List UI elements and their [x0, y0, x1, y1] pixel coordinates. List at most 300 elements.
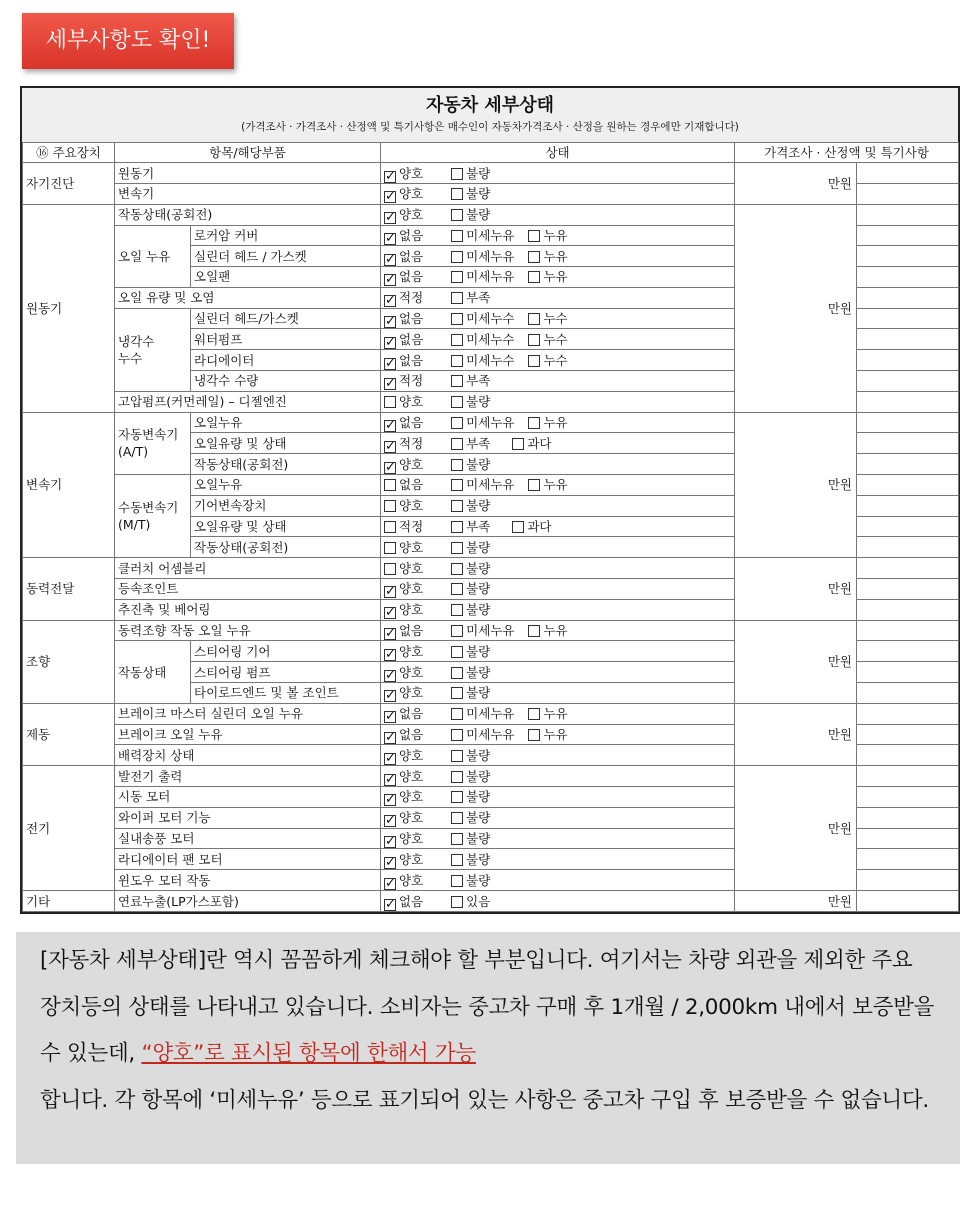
checked-checkbox[interactable]: ✓	[385, 459, 396, 475]
unchecked-checkbox[interactable]	[528, 729, 540, 741]
option-label: 불량	[466, 186, 491, 202]
checked-checkbox[interactable]: ✓	[385, 730, 396, 745]
option-label: 미세누유	[466, 623, 515, 639]
option-label: 부족	[466, 435, 491, 451]
status-option	[384, 351, 423, 370]
option-label: 과다	[527, 435, 552, 451]
unchecked-checkbox[interactable]	[384, 521, 396, 533]
remark-cell[interactable]	[857, 599, 959, 620]
option-label: 불량	[466, 498, 491, 514]
item-name: 윈도우 모터 작동	[115, 870, 381, 891]
remark-cell[interactable]	[857, 267, 959, 288]
unchecked-checkbox[interactable]	[512, 438, 524, 450]
section-name: 기타	[23, 891, 115, 912]
status-option	[451, 600, 490, 619]
checked-checkbox[interactable]: ✓	[385, 896, 396, 912]
checked-checkbox[interactable]: ✓	[385, 293, 396, 309]
unchecked-checkbox[interactable]	[451, 563, 463, 575]
item-name: 클러치 어셈블리	[115, 558, 381, 579]
unchecked-checkbox[interactable]	[451, 583, 463, 595]
status-option	[451, 808, 490, 827]
status-option	[528, 330, 567, 349]
remark-cell[interactable]	[857, 412, 959, 433]
status-option	[384, 184, 423, 203]
status-option	[384, 642, 423, 661]
status-options	[381, 475, 735, 496]
unchecked-checkbox[interactable]	[451, 209, 463, 221]
status-option	[384, 704, 423, 723]
option-label: 불량	[466, 768, 491, 784]
checked-checkbox[interactable]: ✓	[385, 792, 396, 808]
option-label: 불량	[466, 207, 491, 223]
status-options	[381, 558, 735, 579]
sheet-header	[22, 88, 958, 143]
remark-cell[interactable]	[857, 516, 959, 537]
checked-checkbox[interactable]: ✓	[385, 334, 396, 350]
unchecked-checkbox[interactable]	[528, 313, 540, 325]
option-label: 누수	[543, 311, 568, 327]
checked-checkbox[interactable]: ✓	[385, 418, 396, 433]
item-name: 실내송풍 모터	[115, 828, 381, 849]
unchecked-checkbox[interactable]	[528, 479, 540, 491]
unchecked-checkbox[interactable]	[451, 438, 463, 450]
status-option	[384, 164, 423, 183]
checked-checkbox[interactable]: ✓	[385, 813, 396, 829]
status-option	[451, 455, 490, 474]
checked-checkbox[interactable]: ✓	[385, 189, 396, 205]
status-option	[528, 309, 567, 328]
remark-cell[interactable]	[857, 807, 959, 828]
remark-cell[interactable]	[857, 371, 959, 392]
remark-cell[interactable]	[857, 828, 959, 849]
option-label: 없음	[399, 706, 424, 722]
option-label: 누유	[543, 227, 568, 243]
remark-cell[interactable]	[857, 683, 959, 704]
remark-cell[interactable]	[857, 495, 959, 516]
status-option	[384, 621, 423, 640]
option-label: 양호	[399, 643, 424, 659]
remark-cell[interactable]	[857, 745, 959, 766]
option-label: 부족	[466, 290, 491, 306]
table-row	[23, 558, 959, 579]
option-label: 누유	[543, 623, 568, 639]
explanation-box	[16, 932, 960, 1164]
unchecked-checkbox[interactable]	[384, 563, 396, 575]
table-row	[23, 703, 959, 724]
option-label: 없음	[399, 227, 424, 243]
status-options	[381, 350, 735, 371]
status-options	[381, 641, 735, 662]
option-label: 불량	[466, 456, 491, 472]
option-label: 불량	[466, 643, 491, 659]
remark-cell[interactable]	[857, 703, 959, 724]
status-option	[384, 371, 423, 390]
header-main-device: ⑯ 주요장치	[23, 143, 115, 163]
item-name: 오일유량 및 상태	[191, 516, 381, 537]
detail-status-sheet	[20, 86, 960, 914]
option-label: 없음	[399, 727, 424, 743]
remark-cell[interactable]	[857, 662, 959, 683]
status-option	[384, 455, 423, 474]
unchecked-checkbox[interactable]	[451, 750, 463, 762]
status-option	[451, 434, 490, 453]
status-options	[381, 412, 735, 433]
status-option	[451, 517, 490, 536]
status-options	[381, 766, 735, 787]
table-row	[23, 204, 959, 225]
option-label: 불량	[466, 685, 491, 701]
status-option	[451, 704, 514, 723]
price-unit: 만원	[735, 766, 857, 891]
status-options	[381, 183, 735, 204]
status-option	[451, 829, 490, 848]
checked-checkbox[interactable]: ✓	[385, 584, 396, 600]
unchecked-checkbox[interactable]	[451, 542, 463, 554]
remark-cell[interactable]	[857, 163, 959, 184]
remark-cell[interactable]	[857, 537, 959, 558]
price-unit: 만원	[735, 703, 857, 765]
unchecked-checkbox[interactable]	[384, 500, 396, 512]
unchecked-checkbox[interactable]	[528, 271, 540, 283]
status-options	[381, 724, 735, 745]
item-name: 스티어링 펌프	[191, 662, 381, 683]
status-option	[384, 517, 423, 536]
unchecked-checkbox[interactable]	[451, 875, 463, 887]
section-name: 전기	[23, 766, 115, 891]
option-label: 미세누유	[466, 227, 515, 243]
checked-checkbox[interactable]: ✓	[385, 646, 396, 662]
status-option	[451, 184, 490, 203]
status-option	[451, 725, 514, 744]
option-label: 과다	[527, 519, 552, 535]
item-name: 냉각수 수량	[191, 371, 381, 392]
unchecked-checkbox[interactable]	[451, 396, 463, 408]
remark-cell[interactable]	[857, 724, 959, 745]
unchecked-checkbox[interactable]	[451, 604, 463, 616]
option-label: 미세누수	[466, 352, 515, 368]
unchecked-checkbox[interactable]	[451, 271, 463, 283]
checked-checkbox[interactable]: ✓	[385, 688, 396, 704]
option-label: 양호	[399, 498, 424, 514]
unchecked-checkbox[interactable]	[451, 230, 463, 242]
section-name: 원동기	[23, 204, 115, 412]
item-name: 배력장치 상태	[115, 745, 381, 766]
unchecked-checkbox[interactable]	[451, 188, 463, 200]
item-name: 작동상태(공회전)	[191, 537, 381, 558]
item-name: 타이로드엔드 및 볼 조인트	[191, 683, 381, 704]
remark-cell[interactable]	[857, 891, 959, 912]
status-option	[451, 850, 490, 869]
checked-checkbox[interactable]: ✓	[385, 667, 396, 683]
item-name: 기어변속장치	[191, 495, 381, 516]
option-label: 미세누유	[466, 248, 515, 264]
unchecked-checkbox[interactable]	[451, 667, 463, 679]
status-option	[384, 787, 423, 806]
table-row	[23, 412, 959, 433]
remark-cell[interactable]	[857, 204, 959, 225]
status-options	[381, 870, 735, 891]
section-name: 제동	[23, 703, 115, 765]
status-option	[528, 267, 567, 286]
option-label: 누유	[543, 269, 568, 285]
status-option	[451, 205, 490, 224]
option-label: 누수	[543, 331, 568, 347]
unchecked-checkbox[interactable]	[384, 542, 396, 554]
price-unit: 만원	[735, 412, 857, 558]
checked-checkbox[interactable]: ✓	[385, 438, 396, 454]
item-name: 동력조향 작동 오일 누유	[115, 620, 381, 641]
status-option	[384, 850, 423, 869]
status-option	[384, 205, 423, 224]
remark-cell[interactable]	[857, 391, 959, 412]
item-name: 오일팬	[191, 267, 381, 288]
checked-checkbox[interactable]: ✓	[385, 376, 396, 392]
checked-checkbox[interactable]: ✓	[385, 854, 396, 870]
unchecked-checkbox[interactable]	[451, 459, 463, 471]
option-label: 없음	[399, 331, 424, 347]
status-options	[381, 163, 735, 184]
item-name: 실린더 헤드 / 가스켓	[191, 246, 381, 267]
remark-cell[interactable]	[857, 454, 959, 475]
unchecked-checkbox[interactable]	[451, 791, 463, 803]
option-label: 없음	[399, 352, 424, 368]
remark-cell[interactable]	[857, 870, 959, 891]
option-label: 미세누수	[466, 311, 515, 327]
price-unit: 만원	[735, 204, 857, 412]
unchecked-checkbox[interactable]	[451, 687, 463, 699]
remark-cell[interactable]	[857, 766, 959, 787]
remark-cell[interactable]	[857, 246, 959, 267]
unchecked-checkbox[interactable]	[451, 479, 463, 491]
unchecked-checkbox[interactable]	[528, 625, 540, 637]
option-label: 불량	[466, 165, 491, 181]
unchecked-checkbox[interactable]	[528, 708, 540, 720]
status-option	[384, 829, 423, 848]
option-label: 불량	[466, 851, 491, 867]
unchecked-checkbox[interactable]	[528, 334, 540, 346]
status-option	[384, 538, 423, 557]
item-name: 연료누출(LP가스포함)	[115, 891, 381, 912]
explanation-text-part1: [자동차 세부상태]란 역시 꼼꼼하게 체크해야 할 부분입니다. 여기서는 차량 외관을 제외한 주요 장치등의 상태를 나타내고 있습니다. 소비자는 중고차 구매 후 1개월 / 2,000km 내에서 보증받을 수 있는데,	[40, 948, 935, 1066]
checked-checkbox[interactable]: ✓	[385, 771, 396, 787]
remark-cell[interactable]	[857, 433, 959, 454]
option-label: 양호	[399, 207, 424, 223]
option-label: 없음	[399, 415, 424, 431]
remark-cell[interactable]	[857, 579, 959, 600]
status-option	[384, 496, 423, 515]
status-option	[528, 475, 567, 494]
status-options	[381, 371, 735, 392]
remark-cell[interactable]	[857, 329, 959, 350]
unchecked-checkbox[interactable]	[451, 375, 463, 387]
unchecked-checkbox[interactable]	[451, 812, 463, 824]
remark-cell[interactable]	[857, 620, 959, 641]
unchecked-checkbox[interactable]	[451, 646, 463, 658]
unchecked-checkbox[interactable]	[528, 251, 540, 263]
status-options	[381, 703, 735, 724]
status-options	[381, 246, 735, 267]
unchecked-checkbox[interactable]	[512, 521, 524, 533]
status-option	[451, 226, 514, 245]
unchecked-checkbox[interactable]	[451, 292, 463, 304]
item-name: 오일 유량 및 오염	[115, 287, 381, 308]
unchecked-checkbox[interactable]	[451, 355, 463, 367]
unchecked-checkbox[interactable]	[451, 771, 463, 783]
status-option	[384, 392, 423, 411]
unchecked-checkbox[interactable]	[451, 708, 463, 720]
unchecked-checkbox[interactable]	[451, 896, 463, 908]
checked-checkbox[interactable]: ✓	[385, 272, 396, 288]
section-name: 조향	[23, 620, 115, 703]
item-name: 브레이크 마스터 실린더 오일 누유	[115, 703, 381, 724]
remark-cell[interactable]	[857, 287, 959, 308]
status-option	[528, 226, 567, 245]
subgroup-name: 자동변속기 (A/T)	[115, 412, 191, 474]
option-label: 미세누수	[466, 331, 515, 347]
status-option	[451, 746, 490, 765]
table-row	[23, 163, 959, 184]
header-price: 가격조사 · 산정액 및 특기사항	[735, 143, 959, 163]
option-label: 부족	[466, 373, 491, 389]
unchecked-checkbox[interactable]	[451, 500, 463, 512]
price-unit: 만원	[735, 891, 857, 912]
status-option	[528, 247, 567, 266]
unchecked-checkbox[interactable]	[528, 230, 540, 242]
status-option	[384, 434, 423, 453]
status-option	[384, 892, 423, 911]
status-options	[381, 495, 735, 516]
option-label: 없음	[399, 623, 424, 639]
option-label: 양호	[399, 560, 424, 576]
item-name: 라디에이터 팬 모터	[115, 849, 381, 870]
checked-checkbox[interactable]: ✓	[385, 709, 396, 725]
remark-cell[interactable]	[857, 849, 959, 870]
item-name: 워터펌프	[191, 329, 381, 350]
status-option	[512, 517, 551, 536]
checked-checkbox[interactable]: ✓	[385, 750, 396, 766]
option-label: 없음	[399, 477, 424, 493]
table-row	[23, 891, 959, 912]
status-option	[384, 309, 423, 328]
status-option	[384, 746, 423, 765]
remark-cell[interactable]	[857, 225, 959, 246]
status-options	[381, 787, 735, 808]
item-name: 오일누유	[191, 412, 381, 433]
status-option	[451, 288, 490, 307]
status-option	[451, 538, 490, 557]
status-options	[381, 537, 735, 558]
table-row	[23, 620, 959, 641]
item-name: 변속기	[115, 183, 381, 204]
remark-cell[interactable]	[857, 183, 959, 204]
checked-checkbox[interactable]: ✓	[385, 355, 396, 371]
checked-checkbox[interactable]: ✓	[385, 875, 396, 891]
status-option	[451, 621, 514, 640]
subgroup-name: 작동상태	[115, 641, 191, 703]
status-options	[381, 391, 735, 412]
unchecked-checkbox[interactable]	[528, 417, 540, 429]
status-option	[384, 683, 423, 702]
remark-cell[interactable]	[857, 350, 959, 371]
subgroup-name: 수동변속기 (M/T)	[115, 475, 191, 558]
option-label: 양호	[399, 394, 424, 410]
option-label: 적정	[399, 290, 424, 306]
explanation-text-part2: 합니다. 각 항목에 ‘미세누유’ 등으로 표기되어 있는 사항은 중고차 구입 후 보증받을 수 없습니다.	[40, 1087, 929, 1113]
checked-checkbox[interactable]: ✓	[385, 251, 396, 267]
unchecked-checkbox[interactable]	[451, 168, 463, 180]
unchecked-checkbox[interactable]	[384, 479, 396, 491]
status-option	[384, 600, 423, 619]
option-label: 적정	[399, 435, 424, 451]
checked-checkbox[interactable]: ✓	[385, 168, 396, 184]
checked-checkbox[interactable]: ✓	[385, 834, 396, 849]
option-label: 불량	[466, 602, 491, 618]
remark-cell[interactable]	[857, 787, 959, 808]
remark-cell[interactable]	[857, 641, 959, 662]
status-option	[451, 642, 490, 661]
checked-checkbox[interactable]: ✓	[385, 314, 396, 329]
item-name: 고압펌프(커먼레일) – 디젤엔진	[115, 391, 381, 412]
header-row	[23, 143, 959, 163]
unchecked-checkbox[interactable]	[451, 334, 463, 346]
unchecked-checkbox[interactable]	[451, 833, 463, 845]
option-label: 양호	[399, 539, 424, 555]
status-option	[384, 767, 423, 786]
checked-checkbox[interactable]: ✓	[385, 210, 396, 225]
status-option	[528, 725, 567, 744]
status-option	[384, 330, 423, 349]
option-label: 불량	[466, 810, 491, 826]
section-name: 자기진단	[23, 163, 115, 205]
unchecked-checkbox[interactable]	[451, 521, 463, 533]
unchecked-checkbox[interactable]	[451, 251, 463, 263]
checked-checkbox[interactable]: ✓	[385, 626, 396, 641]
option-label: 적정	[399, 373, 424, 389]
status-option	[451, 787, 490, 806]
remark-cell[interactable]	[857, 558, 959, 579]
status-option	[451, 559, 490, 578]
status-option	[384, 725, 423, 744]
unchecked-checkbox[interactable]	[451, 313, 463, 325]
remark-cell[interactable]	[857, 475, 959, 496]
status-option	[451, 413, 514, 432]
status-option	[528, 621, 567, 640]
option-label: 불량	[466, 560, 491, 576]
unchecked-checkbox[interactable]	[528, 355, 540, 367]
checked-checkbox[interactable]: ✓	[385, 605, 396, 621]
status-option	[528, 413, 567, 432]
item-name: 오일유량 및 상태	[191, 433, 381, 454]
unchecked-checkbox[interactable]	[384, 396, 396, 408]
item-name: 라디에이터	[191, 350, 381, 371]
item-name: 와이퍼 모터 기능	[115, 807, 381, 828]
option-label: 없음	[399, 311, 424, 327]
option-label: 적정	[399, 519, 424, 535]
checked-checkbox[interactable]: ✓	[385, 230, 396, 246]
remark-cell[interactable]	[857, 308, 959, 329]
option-label: 부족	[466, 519, 491, 535]
option-label: 미세누유	[466, 706, 515, 722]
unchecked-checkbox[interactable]	[451, 854, 463, 866]
item-name: 브레이크 오일 누유	[115, 724, 381, 745]
unchecked-checkbox[interactable]	[451, 417, 463, 429]
unchecked-checkbox[interactable]	[451, 729, 463, 741]
unchecked-checkbox[interactable]	[451, 625, 463, 637]
status-option	[451, 892, 490, 911]
status-option	[384, 579, 423, 598]
status-option	[528, 351, 567, 370]
option-label: 없음	[399, 893, 424, 909]
